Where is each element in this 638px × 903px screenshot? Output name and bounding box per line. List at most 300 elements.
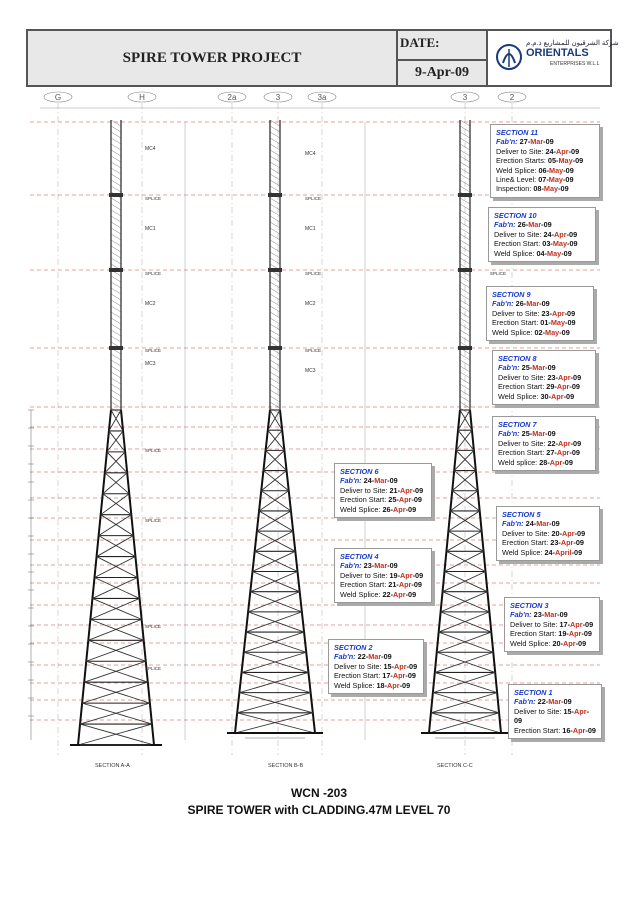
schedule-row	[498, 392, 590, 401]
date-label: DATE:	[400, 35, 440, 50]
diagonal-member	[431, 713, 501, 733]
member-label-mc3: MC3	[145, 361, 156, 367]
schedule-day: 27-	[519, 137, 531, 147]
schedule-row	[340, 476, 426, 485]
schedule-day: 20-	[551, 528, 563, 538]
member-label-mc3: MC3	[305, 368, 316, 374]
mast-brace	[270, 378, 280, 384]
schedule-day: 02-	[534, 327, 545, 337]
schedule-month: Apr	[394, 661, 407, 671]
diagonal-member	[435, 672, 497, 692]
schedule-day: 23-	[541, 308, 553, 318]
schedule-label: Erection Start:	[334, 671, 381, 681]
schedule-day: 25-	[521, 429, 533, 439]
schedule-day: 28-	[539, 457, 550, 467]
schedule-row	[498, 448, 590, 457]
mast-brace	[270, 354, 280, 360]
schedule-label: Fab'n:	[498, 363, 520, 373]
schedule-label: Fab'n:	[514, 697, 536, 707]
schedule-row	[334, 681, 418, 690]
diagonal-member	[452, 471, 476, 491]
schedule-row	[334, 662, 418, 671]
section-card	[334, 463, 432, 518]
mast-brace	[111, 222, 121, 228]
section-title: SECTION 10	[494, 211, 537, 220]
mast-brace	[111, 390, 121, 396]
splice-plate	[458, 268, 472, 272]
splice-label: SPLICE	[305, 271, 322, 276]
schedule-day: 27-	[546, 448, 557, 458]
schedule-day: 16-	[562, 725, 573, 735]
schedule-year: -09	[563, 165, 574, 175]
logo-name: ORIENTALS	[526, 47, 589, 59]
diagonal-member	[248, 612, 304, 632]
splice-label: SPLICE	[305, 348, 322, 353]
schedule-label: Fab'n:	[334, 652, 356, 662]
mast-brace	[111, 132, 121, 138]
project-title: SPIRE TOWER PROJECT	[28, 31, 398, 85]
section-card	[490, 124, 600, 198]
mast-brace	[111, 306, 121, 312]
schedule-row	[510, 639, 594, 648]
diagonal-member	[103, 473, 127, 494]
schedule-month: Apr	[392, 671, 406, 681]
diagonal-member	[446, 531, 481, 551]
schedule-label: Fab'n:	[340, 476, 362, 486]
schedule-label: Weld Splice:	[492, 327, 533, 337]
section-a-label: SECTION A-A	[95, 763, 130, 769]
mast-brace	[460, 330, 470, 336]
schedule-label: Inspection:	[496, 184, 532, 194]
schedule-year: -09	[557, 610, 568, 620]
diagonal-member	[266, 450, 287, 470]
schedule-row	[494, 220, 590, 229]
schedule-row	[340, 580, 426, 589]
diagonal-member	[429, 713, 499, 733]
diagonal-member	[86, 661, 148, 682]
schedule-day: 24-	[544, 547, 555, 557]
mast-brace	[460, 240, 470, 246]
schedule-year: -09	[545, 363, 556, 373]
tower-1	[70, 120, 162, 745]
diagonal-member	[443, 572, 486, 592]
schedule-label: Deliver to Site:	[334, 661, 384, 671]
schedule-year: -09	[405, 671, 416, 681]
schedule-row	[492, 299, 588, 308]
schedule-row	[502, 538, 594, 547]
grid-label: 3	[462, 93, 468, 102]
diagonal-member	[80, 724, 154, 745]
section-title: SECTION 2	[334, 643, 373, 652]
schedule-month: Mar	[374, 561, 388, 571]
grid-label: G	[54, 93, 62, 102]
mast-brace	[270, 330, 280, 336]
mast-brace	[111, 228, 121, 234]
schedule-day: 26-	[382, 504, 393, 514]
schedule-month: Apr	[570, 619, 583, 629]
mast-brace	[270, 336, 280, 342]
schedule-day: 23-	[363, 561, 375, 571]
schedule-year: -09	[562, 457, 573, 467]
member-label-mc2: MC2	[305, 301, 316, 307]
section-title: SECTION 11	[496, 128, 539, 137]
schedule-day: 17-	[382, 671, 393, 681]
schedule-row	[334, 652, 418, 661]
diagonal-member	[239, 693, 312, 713]
diagonal-member	[239, 672, 308, 692]
schedule-row	[492, 328, 588, 337]
splice-label: SPLICE	[145, 518, 162, 523]
section-title: SECTION 5	[502, 510, 541, 519]
schedule-month: Apr	[551, 391, 564, 401]
mast-brace	[111, 294, 121, 300]
schedule-month: Apr	[556, 448, 570, 458]
schedule-month: Mar	[374, 476, 388, 486]
schedule-month: Apr	[574, 706, 587, 716]
diagonal-member	[90, 598, 139, 619]
schedule-label: Fab'n:	[492, 299, 514, 309]
diagonal-member	[253, 551, 296, 571]
diagonal-member	[255, 531, 293, 551]
mast-brace	[270, 216, 280, 222]
schedule-year: -09	[582, 619, 594, 629]
schedule-year: -09	[569, 448, 580, 458]
mast-brace	[270, 174, 280, 180]
mast-brace	[111, 174, 121, 180]
diagonal-member	[97, 557, 138, 578]
diagonal-member	[257, 511, 291, 531]
schedule-year: -09	[568, 146, 580, 156]
mast-brace	[270, 390, 280, 396]
mast-brace	[460, 252, 470, 258]
member-label-mc4: MC4	[145, 146, 156, 152]
splice-plate	[458, 193, 472, 197]
schedule-day: 20-	[552, 638, 563, 648]
diagonal-member	[92, 578, 137, 599]
schedule-year: -09	[585, 725, 596, 735]
schedule-row	[494, 239, 590, 248]
schedule-day: 30-	[540, 391, 551, 401]
schedule-year: -09	[566, 229, 578, 239]
schedule-month: Apr	[558, 372, 571, 382]
mast-brace	[111, 276, 121, 282]
mast-brace	[111, 180, 121, 186]
schedule-row	[340, 486, 426, 495]
diagonal-member	[107, 452, 127, 473]
schedule-label: Fab'n:	[494, 220, 516, 230]
schedule-year: -09	[581, 629, 592, 639]
logo-arabic-text: شركة الشرقيون للمشاريع ذ.م.م	[526, 40, 619, 47]
schedule-day: 26-	[517, 220, 529, 230]
schedule-label: Weld Splice:	[510, 638, 551, 648]
diagonal-member	[82, 703, 152, 724]
splice-plate	[109, 193, 123, 197]
diagonal-member	[450, 491, 477, 511]
schedule-day: 23-	[550, 538, 561, 548]
schedule-year: -09	[559, 327, 570, 337]
mast-brace	[460, 396, 470, 402]
mast-brace	[111, 126, 121, 132]
schedule-year: -09	[549, 519, 560, 529]
diagonal-member	[105, 452, 125, 473]
schedule-day: 06-	[538, 165, 549, 175]
schedule-label: Erection Start:	[498, 448, 545, 458]
schedule-month: Apr	[556, 146, 569, 156]
splice-plate	[268, 346, 282, 350]
diagonal-member	[95, 578, 140, 599]
schedule-year: -09	[405, 504, 417, 514]
schedule-row	[496, 175, 594, 184]
schedule-year: -09	[561, 248, 572, 258]
schedule-year: -09	[575, 638, 587, 648]
diagonal-member	[99, 536, 136, 557]
mast-brace	[270, 306, 280, 312]
schedule-month: Apr	[400, 485, 413, 495]
schedule-label: Deliver to Site:	[498, 438, 546, 448]
mast-brace	[270, 186, 280, 192]
schedule-row	[340, 495, 426, 504]
schedule-row	[496, 156, 594, 165]
schedule-month: Apr	[398, 495, 412, 505]
splice-label: SPLICE	[145, 271, 162, 276]
schedule-year: -09	[571, 547, 583, 557]
section-card	[328, 639, 424, 694]
schedule-year: -09	[514, 706, 590, 726]
schedule-day: 24-	[363, 476, 375, 486]
section-b-label: SECTION B-B	[268, 763, 304, 769]
mast-brace	[270, 258, 280, 264]
schedule-month: Mar	[532, 363, 546, 373]
diagonal-member	[437, 632, 492, 652]
mast-brace	[270, 366, 280, 372]
section-title: SECTION 3	[510, 601, 549, 610]
schedule-label: Fab'n:	[340, 561, 362, 571]
schedule-year: -09	[570, 372, 582, 382]
mast-brace	[111, 330, 121, 336]
schedule-label: Deliver to Site:	[510, 619, 558, 629]
splice-label: SPLICE	[145, 624, 162, 629]
diagonal-member	[445, 572, 488, 592]
mast-brace	[460, 174, 470, 180]
mast-brace	[111, 336, 121, 342]
schedule-year: -09	[411, 495, 422, 505]
schedule-year: -09	[539, 299, 550, 309]
schedule-year: -09	[567, 239, 578, 249]
schedule-label: Deliver to Site:	[498, 372, 546, 382]
schedule-label: Erection Start:	[494, 239, 541, 249]
member-label-mc4: MC4	[305, 151, 316, 157]
schedule-row	[498, 429, 590, 438]
mast-brace	[460, 162, 470, 168]
diagonal-member	[433, 672, 495, 692]
schedule-row	[502, 548, 594, 557]
grid-label: 2a	[227, 93, 237, 102]
schedule-year: -09	[412, 485, 424, 495]
schedule-row	[340, 571, 426, 580]
diagonal-member	[242, 672, 311, 692]
schedule-year: -09	[564, 308, 576, 318]
diagonal-member	[448, 511, 479, 531]
mast-brace	[270, 204, 280, 210]
diagonal-member	[244, 632, 304, 652]
schedule-day: 24-	[545, 146, 557, 156]
schedule-row	[510, 629, 594, 638]
diagonal-member	[452, 491, 479, 511]
schedule-month: Mar	[532, 429, 546, 439]
schedule-day: 04-	[536, 248, 547, 258]
mast-brace	[270, 168, 280, 174]
mast-brace	[270, 288, 280, 294]
mast-brace	[270, 240, 280, 246]
diagonal-member	[95, 557, 136, 578]
diagonal-member	[454, 450, 474, 470]
diagonal-member	[242, 652, 307, 672]
drawing-description: SPIRE TOWER with CLADDING.47M LEVEL 70	[187, 803, 451, 817]
mast-brace	[111, 354, 121, 360]
schedule-label: Deliver to Site:	[340, 570, 388, 580]
schedule-label: Deliver to Site:	[494, 229, 542, 239]
diagonal-member	[259, 511, 293, 531]
diagonal-member	[90, 619, 143, 640]
mast-brace	[111, 288, 121, 294]
mast-brace	[270, 318, 280, 324]
schedule-year: -09	[572, 156, 584, 166]
schedule-row	[494, 230, 590, 239]
splice-label: SPLICE	[490, 271, 507, 276]
schedule-row	[492, 318, 588, 327]
splice-plate	[268, 268, 282, 272]
schedule-label: Deliver to Site:	[492, 308, 540, 318]
diagonal-member	[250, 592, 302, 612]
schedule-day: 07-	[538, 175, 549, 185]
schedule-month: Apr	[554, 229, 567, 239]
diagonal-member	[237, 713, 315, 733]
schedule-label: Erection Starts:	[496, 156, 546, 166]
diagonal-member	[84, 661, 146, 682]
schedule-day: 25-	[388, 495, 399, 505]
schedule-month: Apr	[560, 538, 574, 548]
schedule-row	[510, 620, 594, 629]
schedule-day: 03-	[542, 239, 553, 249]
schedule-month: Apr	[393, 589, 406, 599]
mast-brace	[111, 162, 121, 168]
schedule-label: Erection Start:	[340, 580, 387, 590]
grid-label: 3a	[317, 93, 327, 102]
schedule-label: Erection Start:	[510, 629, 557, 639]
diagonal-member	[439, 632, 494, 652]
mast-brace	[270, 234, 280, 240]
schedule-label: Deliver to Site:	[340, 485, 388, 495]
schedule-year: -09	[381, 652, 392, 662]
schedule-month: Apr	[400, 570, 413, 580]
mast-brace	[111, 120, 121, 126]
mast-brace	[111, 156, 121, 162]
schedule-label: Erection Start:	[514, 725, 561, 735]
diagonal-member	[105, 473, 129, 494]
schedule-label: Erection Start:	[502, 538, 549, 548]
splice-plate	[109, 268, 123, 272]
diagonal-member	[261, 491, 291, 511]
section-title: SECTION 6	[340, 467, 379, 476]
schedule-label: Deliver to Site:	[514, 706, 564, 716]
schedule-day: 19-	[389, 570, 401, 580]
mast-brace	[270, 312, 280, 318]
splice-plate	[268, 193, 282, 197]
schedule-row	[496, 147, 594, 156]
mast-brace	[111, 216, 121, 222]
member-label-mc2: MC2	[145, 301, 156, 307]
schedule-day: 19-	[558, 629, 569, 639]
schedule-year: -09	[561, 697, 572, 707]
schedule-month: May	[548, 175, 563, 185]
section-card	[492, 350, 596, 405]
dimension-lines	[28, 122, 495, 745]
diagonal-member	[237, 693, 310, 713]
mast-brace	[270, 132, 280, 138]
splice-label: SPLICE	[145, 196, 162, 201]
logo-subtitle: ENTERPRISES W.L.L	[550, 61, 600, 67]
schedule-month: Mar	[368, 652, 382, 662]
section-title: SECTION 4	[340, 552, 379, 561]
schedule-month: May	[545, 327, 560, 337]
mast-brace	[270, 396, 280, 402]
mast-brace	[270, 372, 280, 378]
schedule-label: Fab'n:	[498, 429, 520, 439]
schedule-year: -09	[411, 580, 422, 590]
schedule-day: 15-	[563, 706, 575, 716]
schedule-year: -09	[562, 175, 574, 185]
mast-brace	[270, 120, 280, 126]
schedule-label: Fab'n:	[510, 610, 532, 620]
schedule-day: 25-	[521, 363, 533, 373]
mast-brace	[111, 252, 121, 258]
diagonal-member	[101, 494, 130, 515]
schedule-month: Mar	[548, 697, 562, 707]
schedule-row	[502, 529, 594, 538]
mast-brace	[111, 246, 121, 252]
diagonal-member	[431, 693, 497, 713]
diagonal-member	[92, 598, 141, 619]
schedule-day: 05-	[547, 156, 559, 166]
schedule-year: -09	[574, 528, 586, 538]
diagonal-member	[437, 652, 495, 672]
schedule-row	[340, 561, 426, 570]
diagonal-member	[456, 450, 476, 470]
splice-label: SPLICE	[145, 348, 162, 353]
schedule-month: Apr	[556, 382, 570, 392]
schedule-month: Mar	[544, 610, 558, 620]
mast-brace	[111, 234, 121, 240]
mast-brace	[111, 186, 121, 192]
diagonal-member	[78, 724, 152, 745]
mast-brace	[111, 204, 121, 210]
schedule-row	[498, 439, 590, 448]
schedule-year: -09	[563, 391, 575, 401]
splice-plate	[109, 346, 123, 350]
diagonal-member	[263, 471, 288, 491]
section-card	[334, 548, 432, 603]
schedule-day: 23-	[533, 610, 545, 620]
schedule-year: -09	[387, 561, 398, 571]
schedule-month: May	[558, 156, 573, 166]
schedule-label: Weld Splice:	[502, 547, 543, 557]
drawing-code: WCN -203	[290, 786, 347, 800]
schedule-row	[514, 726, 596, 735]
schedule-month: May	[549, 165, 564, 175]
mast-brace	[111, 144, 121, 150]
member-label-mc1: MC1	[145, 226, 156, 232]
schedule-year: -09	[545, 429, 556, 439]
